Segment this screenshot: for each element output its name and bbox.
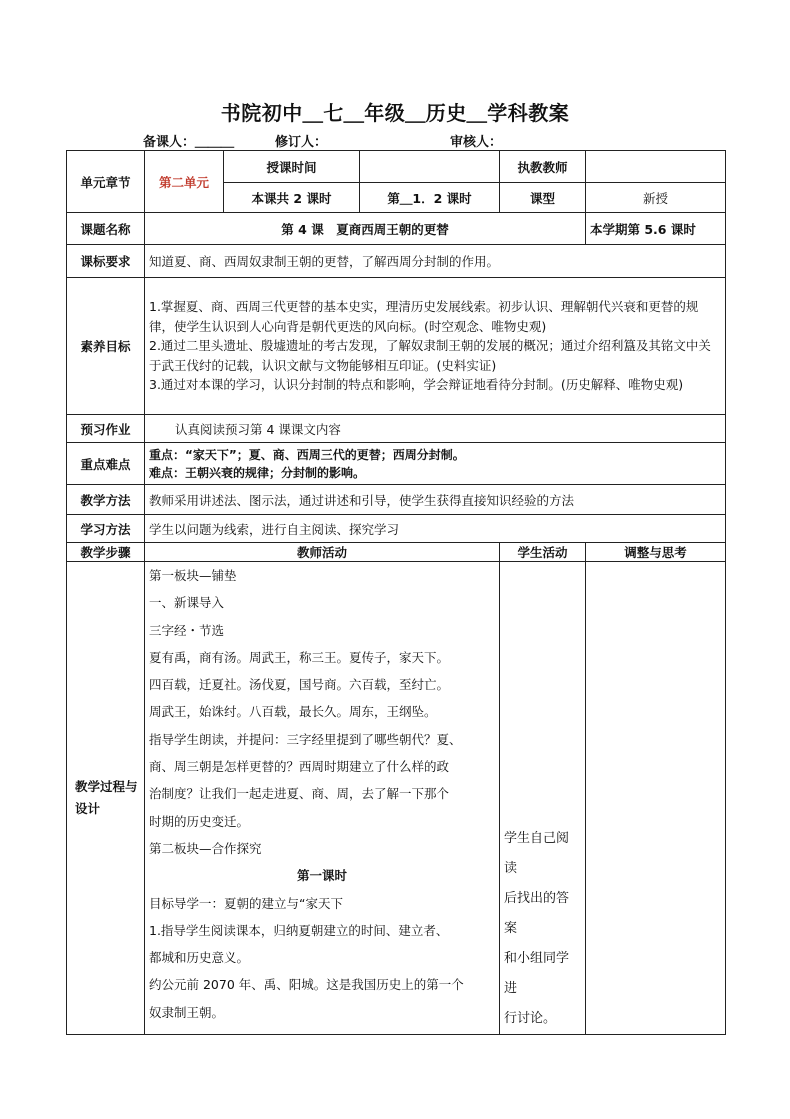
teacher-activity-cell [145,562,500,1035]
process-line: 周武王，始诛纣。八百载，最长久。周东，王纲坠。 [149,704,437,720]
steps-header: 教学步骤 [67,543,145,562]
process-line: 三字经・节选 [149,622,225,638]
student-line: 和小组同学进 [504,951,570,996]
process-line: 第一课时 [296,868,347,884]
goal-item: 2.通过二里头遗址、殷墟遗址的考古发现，了解奴隶制王朝的发展的概况；通过介绍利簋及其铭文中关于武王伐纣的记载，认识文献与文物能够相互印证。(史料实证) [149,338,711,373]
difficulty-point: 难点：王朝兴衰的规律；分封制的影响。 [149,465,366,480]
preview-label: 预习作业 [67,415,145,443]
process-line: 约公元前 2070 年、禹、阳城。这是我国历史上的第一个 [149,977,464,993]
process-line: 都城和历史意义。 [149,950,250,966]
key-label: 重点难点 [67,443,145,485]
time-label: 授课时间 [224,151,360,183]
student-activity-header: 学生活动 [500,543,586,562]
process-line: 指导学生朗读，并提问：三字经里提到了哪些朝代？夏、 [149,731,462,747]
process-line: 商、周三朝是怎样更替的？西周时期建立了什么样的政 [149,759,450,775]
preview-value: 认真阅读预习第 4 课课文内容 [145,415,726,443]
goals-cell [145,278,726,415]
process-line: 一、新课导入 [149,595,225,611]
teacher-activity-header: 教师活动 [145,543,500,562]
learn-value: 学生以问题为线索，进行自主阅读、探究学习 [145,515,726,543]
standard-label: 课标要求 [67,245,145,278]
standard-value: 知道夏、商、西周奴隶制王朝的更替，了解西周分封制的作用。 [145,245,726,278]
total-hours: 本课共 2 课时 [224,183,360,213]
process-line: 夏有禹，商有汤。周武王，称三王。夏传子，家天下。 [149,649,450,665]
process-line: 奴隶制王朝。 [149,1004,225,1020]
goal-item: 3.通过对本课的学习，认识分封制的特点和影响，学会辩证地看待分封制。(历史解释、唯物史观) [149,377,684,393]
teacher-label: 执教教师 [500,151,586,183]
preparer-label: 备课人：＿＿＿ [143,135,235,150]
process-line: 第二板块—合作探究 [149,840,262,856]
reflection-cell [586,562,726,1035]
hour-number: 第＿1．2 课时 [360,183,500,213]
lesson-title: 第 4 课 夏商西周王朝的更替 [145,213,586,245]
document-title: 书院初中＿七＿年级＿历史＿学科教案 [220,101,570,125]
process-line: 目标导学一：夏朝的建立与“家天下 [149,895,343,911]
student-activity-cell [500,562,586,1035]
teacher-value [586,151,726,183]
student-line: 行讨论。 [504,1011,557,1026]
time-value [360,151,500,183]
process-line: 治制度？让我们一起走进夏、商、周，去了解一下那个 [149,786,450,802]
goal-item: 1.掌握夏、商、西周三代更替的基本史实，理清历史发展线索。初步认识、理解朝代兴衰和更替的规律，使学生认识到人心向背是朝代更迭的风向标。(时空观念、唯物史观) [149,299,699,334]
unit-label: 单元章节 [67,151,145,213]
process-line: 第一板块—铺垫 [149,568,237,583]
unit-value: 第二单元 [145,151,224,213]
type-value: 新授 [586,183,726,213]
student-line: 学生自己阅读 [504,831,570,876]
method-value: 教师采用讲述法、图示法，通过讲述和引导，使学生获得直接知识经验的方法 [145,485,726,515]
reviewer-label: 审核人： [450,135,503,150]
lesson-label: 课题名称 [67,213,145,245]
lesson-plan-table [66,150,726,1035]
process-line: 四百载，迁夏社。汤伐夏，国号商。六百载，至纣亡。 [149,677,450,693]
reflection-header: 调整与思考 [586,543,726,562]
process-label: 教学过程与设计 [67,562,145,1035]
goals-label: 素养目标 [67,278,145,415]
key-cell [145,443,726,485]
process-line: 时期的历史变迁。 [149,813,250,829]
semester-hours: 本学期第 5.6 课时 [586,213,726,245]
process-line: 1.指导学生阅读课本，归纳夏朝建立的时间、建立者、 [149,922,449,938]
learn-label: 学习方法 [67,515,145,543]
student-line: 后找出的答案 [504,891,570,936]
type-label: 课型 [500,183,586,213]
key-point: 重点：“家天下”；夏、商、西周三代的更替；西周分封制。 [149,447,465,462]
method-label: 教学方法 [67,485,145,515]
reviser-label: 修订人： [275,135,328,150]
